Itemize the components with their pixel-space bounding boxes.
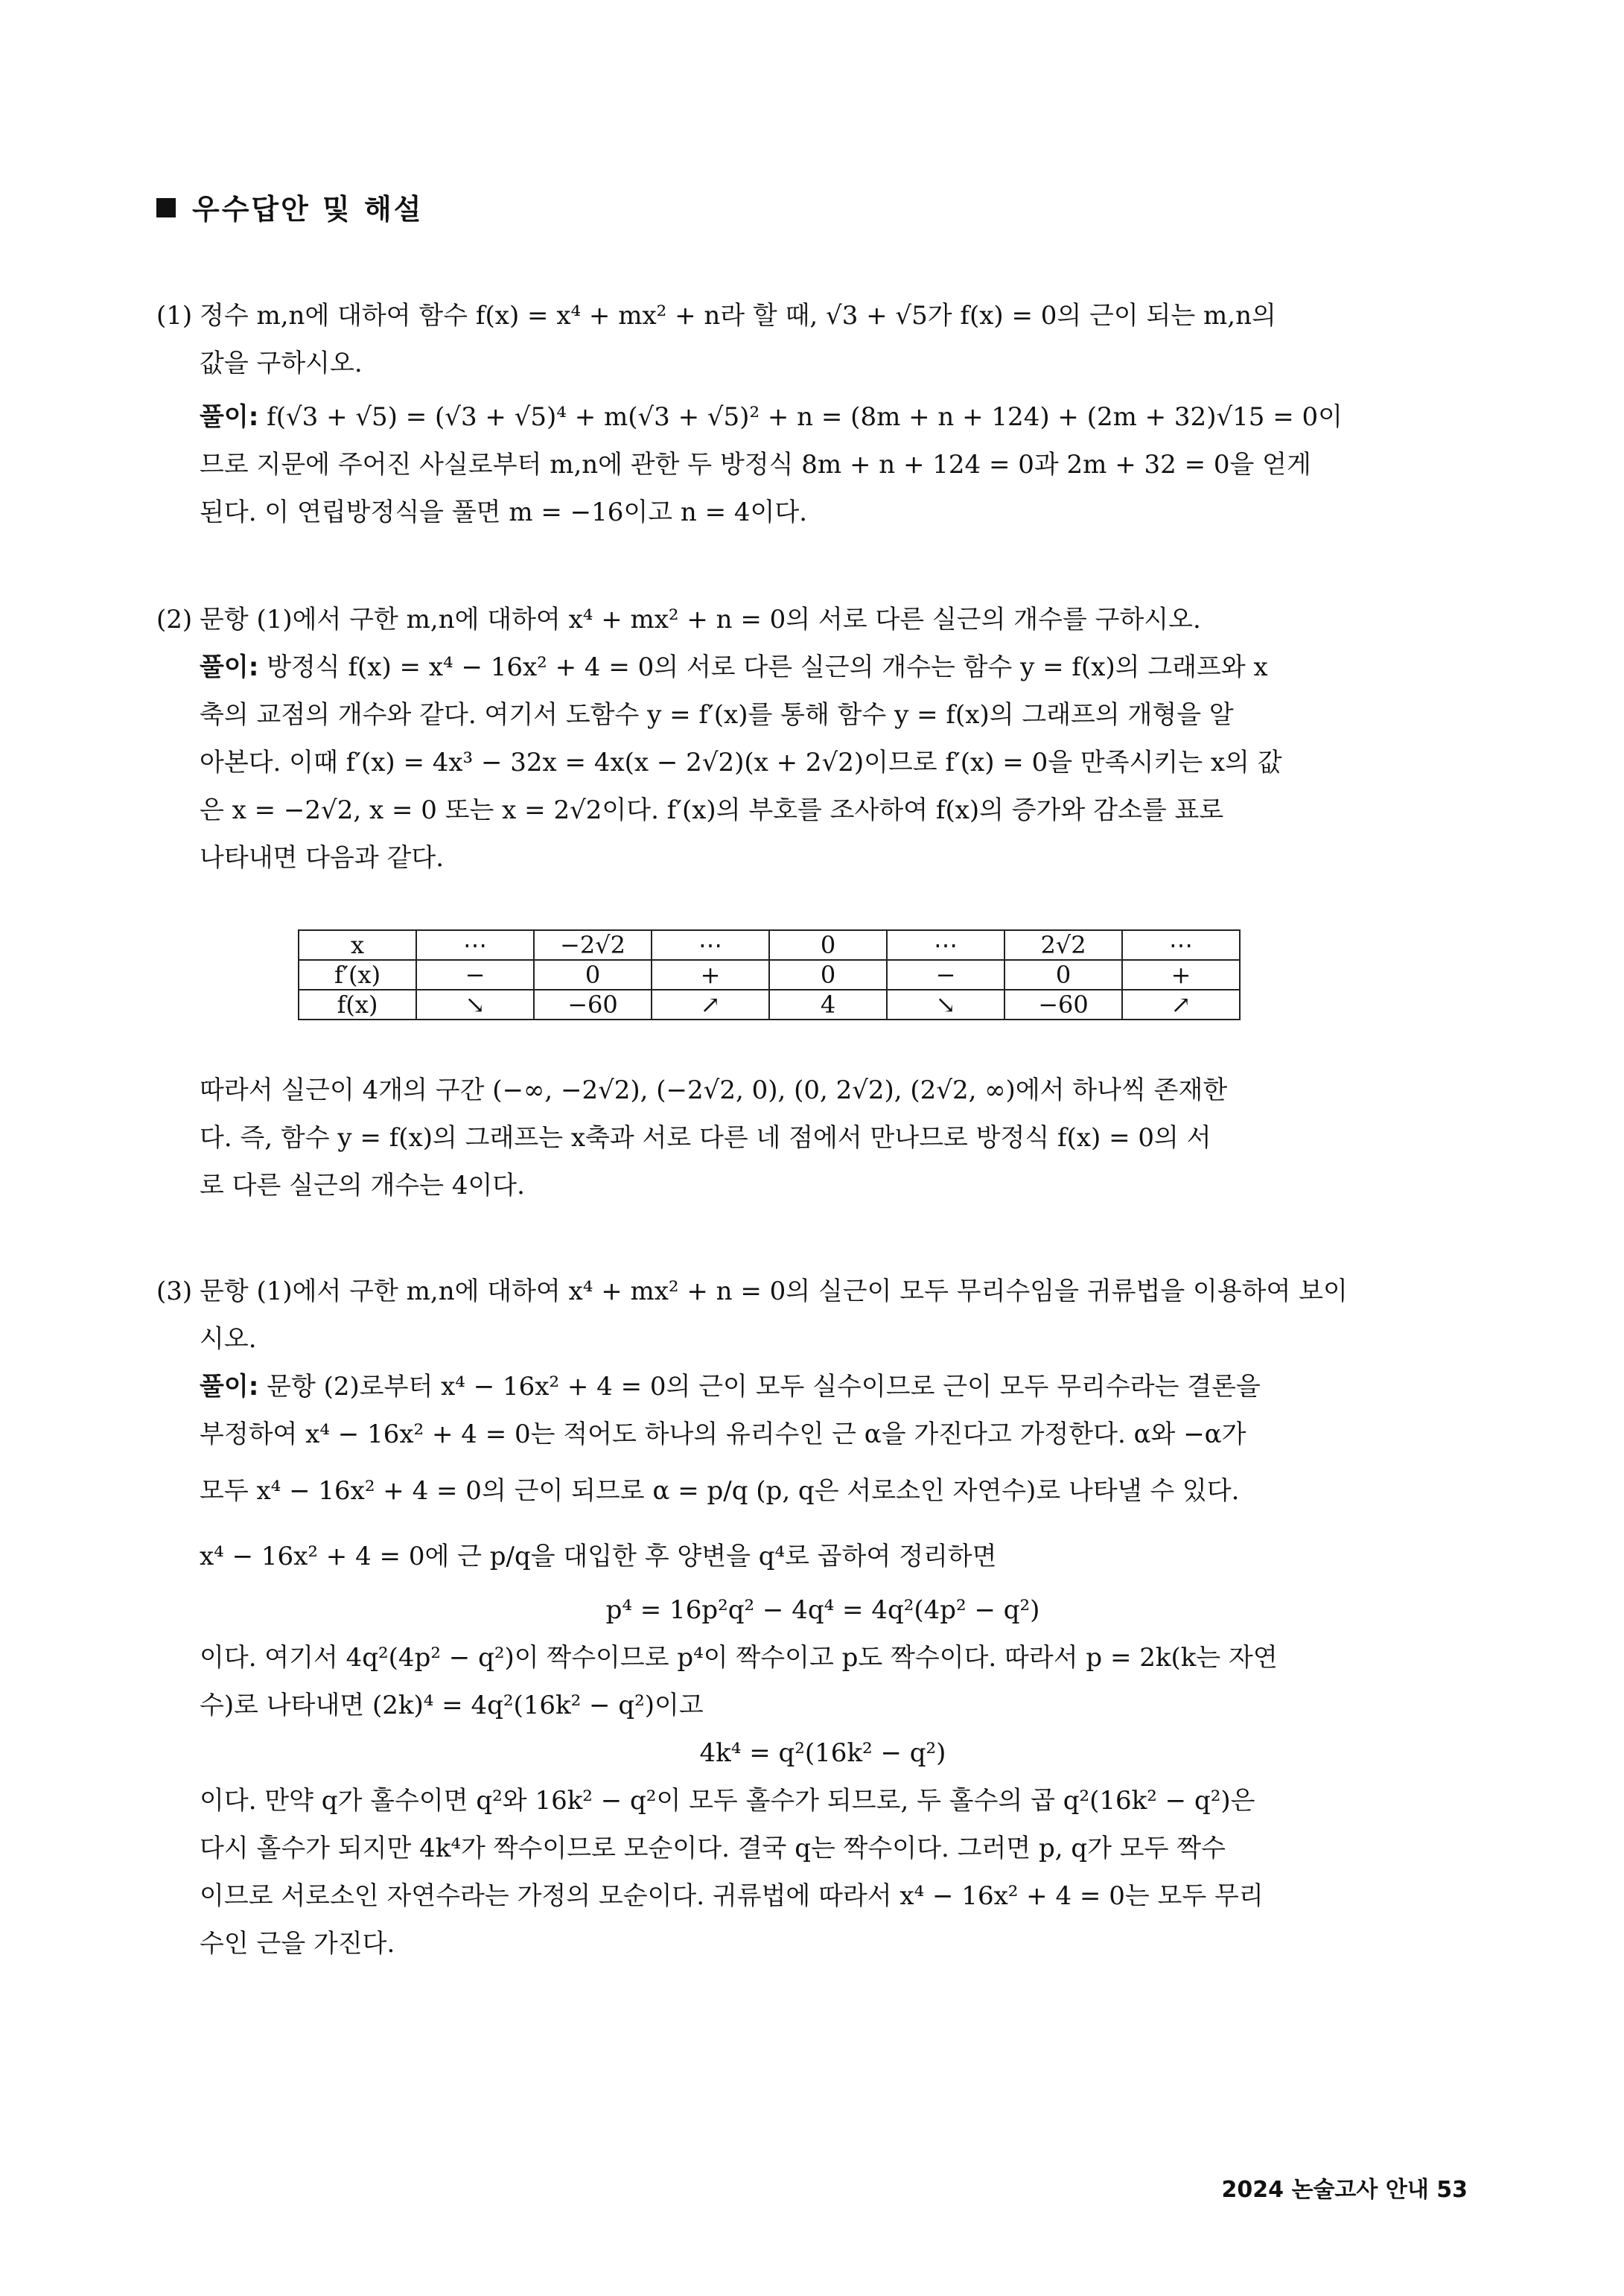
question-prompt-cont: 시오. xyxy=(200,1324,257,1354)
table-cell: −60 xyxy=(534,990,652,1020)
table-cell: − xyxy=(416,960,534,990)
solution-text: 나타내면 다음과 같다. xyxy=(200,843,445,873)
table-cell: −2√2 xyxy=(534,930,652,960)
solution-text: 이다. 여기서 4q²(4p² − q²)이 짝수이므로 p⁴이 짝수이고 p도 짝수이다. 따라서 p = 2k(k는 자연 xyxy=(200,1643,1278,1673)
solution-text: 문항 (2)로부터 x⁴ − 16x² + 4 = 0의 근이 모두 실수이므로 근이 모두 무리수라는 결론을 xyxy=(267,1372,1261,1402)
question-3 xyxy=(156,1268,1489,1968)
table-cell: + xyxy=(1122,960,1240,990)
solution-text: 다. 즉, 함수 y = f(x)의 그래프는 x축과 서로 다른 네 점에서 만나므로 방정식 f(x) = 0의 서 xyxy=(200,1123,1211,1153)
question-prompt: 문항 (1)에서 구한 m,n에 대하여 x⁴ + mx² + n = 0의 실근이 모두 무리수임을 귀류법을 이용하여 보이 xyxy=(200,1276,1348,1306)
question-number: (3) xyxy=(156,1276,193,1306)
solution-text: 모두 x⁴ − 16x² + 4 = 0의 근이 되므로 α = p/q (p, q은 서로소인 자연수)로 나타낼 수 있다. xyxy=(200,1476,1240,1506)
table-row-x xyxy=(299,930,1240,960)
solution-text: 아본다. 이때 f′(x) = 4x³ − 32x = 4x(x − 2√2)(x + 2√2)이므로 f′(x) = 0을 만족시키는 x의 값 xyxy=(200,748,1282,777)
table-cell: x xyxy=(299,930,416,960)
table-cell: 0 xyxy=(534,960,652,990)
question-number: (1) xyxy=(156,301,193,331)
solution-text: 로 다른 실근의 개수는 4이다. xyxy=(200,1171,525,1201)
table-cell: 0 xyxy=(769,960,887,990)
table-cell: − xyxy=(887,960,1004,990)
question-1 xyxy=(156,292,1489,536)
square-bullet-icon xyxy=(156,198,176,217)
table-cell: 0 xyxy=(1004,960,1122,990)
table-cell: + xyxy=(652,960,769,990)
section-title: 우수답안 및 해설 xyxy=(192,193,424,226)
table-cell: ↘ xyxy=(416,990,534,1020)
question-2-conclusion xyxy=(156,1066,1489,1209)
solution-text: 수)로 나타내면 (2k)⁴ = 4q²(16k² − q²)이고 xyxy=(200,1691,704,1720)
solution-text: 방정식 f(x) = x⁴ − 16x² + 4 = 0의 서로 다른 실근의 개수는 함수 y = f(x)의 그래프와 x xyxy=(267,652,1268,682)
table-cell: 4 xyxy=(769,990,887,1020)
table-cell: ⋯ xyxy=(416,930,534,960)
table-cell: 0 xyxy=(769,930,887,960)
page-footer: 2024 논술고사 안내 53 xyxy=(1221,2177,1468,2203)
solution-text: 이므로 서로소인 자연수라는 가정의 모순이다. 귀류법에 따라서 x⁴ − 16x² + 4 = 0는 모두 무리 xyxy=(200,1881,1264,1911)
table-cell: ↗ xyxy=(1122,990,1240,1020)
solution-text: 이다. 만약 q가 홀수이면 q²와 16k² − q²이 모두 홀수가 되므로, 두 홀수의 곱 q²(16k² − q²)은 xyxy=(200,1786,1255,1816)
solution-label: 풀이: xyxy=(200,402,259,432)
table-row-fprime xyxy=(299,960,1240,990)
solution-text: 축의 교점의 개수와 같다. 여기서 도함수 y = f′(x)를 통해 함수 y = f(x)의 그래프의 개형을 알 xyxy=(200,700,1234,730)
table-cell: ⋯ xyxy=(887,930,1004,960)
solution-text: x⁴ − 16x² + 4 = 0에 근 p/q을 대입한 후 양변을 q⁴로 곱하여 정리하면 xyxy=(200,1542,997,1571)
table-cell: ⋯ xyxy=(652,930,769,960)
solution-label: 풀이: xyxy=(200,1372,259,1402)
question-prompt: 정수 m,n에 대하여 함수 f(x) = x⁴ + mx² + n라 할 때, √3 + √5가 f(x) = 0의 근이 되는 m,n의 xyxy=(200,301,1276,331)
table-cell: 2√2 xyxy=(1004,930,1122,960)
solution-text: 므로 지문에 주어진 사실로부터 m,n에 관한 두 방정식 8m + n + 124 = 0과 2m + 32 = 0을 얻게 xyxy=(200,450,1311,480)
solution-text: 수인 근을 가진다. xyxy=(200,1929,395,1959)
question-prompt-cont: 값을 구하시오. xyxy=(200,349,363,378)
solution-text: 따라서 실근이 4개의 구간 (−∞, −2√2), (−2√2, 0), (0, 2√2), (2√2, ∞)에서 하나씩 존재한 xyxy=(200,1075,1228,1105)
section-heading xyxy=(156,186,423,227)
question-number: (2) xyxy=(156,605,193,635)
table-cell: f′(x) xyxy=(299,960,416,990)
table-cell: ⋯ xyxy=(1122,930,1240,960)
table-cell: −60 xyxy=(1004,990,1122,1020)
sign-table xyxy=(298,929,1241,1020)
table-cell: f(x) xyxy=(299,990,416,1020)
question-2 xyxy=(156,596,1489,882)
solution-text: 부정하여 x⁴ − 16x² + 4 = 0는 적어도 하나의 유리수인 근 α을 가진다고 가정한다. α와 −α가 xyxy=(200,1419,1246,1449)
equation: 4k⁴ = q²(16k² − q²) xyxy=(699,1738,946,1768)
equation: p⁴ = 16p²q² − 4q⁴ = 4q²(4p² − q²) xyxy=(605,1595,1040,1625)
solution-text: 은 x = −2√2, x = 0 또는 x = 2√2이다. f′(x)의 부호를 조사하여 f(x)의 증가와 감소를 표로 xyxy=(200,795,1224,825)
solution-label: 풀이: xyxy=(200,652,259,682)
solution-text: 된다. 이 연립방정식을 풀면 m = −16이고 n = 4이다. xyxy=(200,497,808,527)
solution-text: f(√3 + √5) = (√3 + √5)⁴ + m(√3 + √5)² + n = (8m + n + 124) + (2m + 32)√15 = 0이 xyxy=(267,402,1343,432)
table-row-f xyxy=(299,990,1240,1020)
question-prompt: 문항 (1)에서 구한 m,n에 대하여 x⁴ + mx² + n = 0의 서로 다른 실근의 개수를 구하시오. xyxy=(200,605,1201,635)
table-cell: ↗ xyxy=(652,990,769,1020)
table-cell: ↘ xyxy=(887,990,1004,1020)
solution-text: 다시 홀수가 되지만 4k⁴가 짝수이므로 모순이다. 결국 q는 짝수이다. 그러면 p, q가 모두 짝수 xyxy=(200,1834,1226,1863)
